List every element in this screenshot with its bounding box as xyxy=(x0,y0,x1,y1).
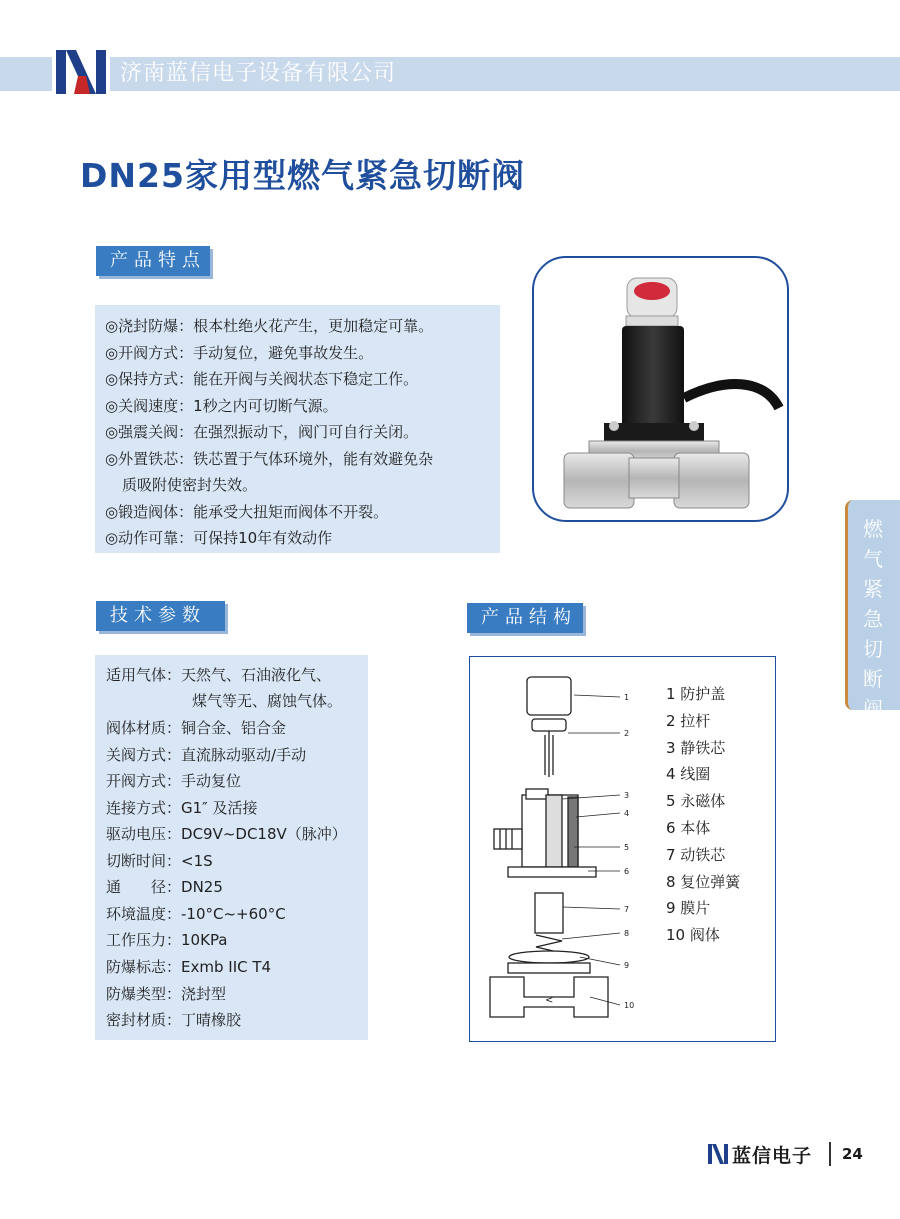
part-cap xyxy=(527,677,571,715)
part-item: 3 静铁芯 xyxy=(666,738,726,757)
spec-row xyxy=(106,771,241,791)
specs-box xyxy=(95,655,368,1040)
spec-key: 适用气体： xyxy=(106,666,182,684)
feature-line: ◎外置铁芯：铁芯置于气体环境外，能有效避免杂 xyxy=(105,449,434,468)
product-photo xyxy=(534,258,787,520)
spec-row xyxy=(106,930,228,950)
spec-row xyxy=(106,877,223,897)
spec-row xyxy=(106,957,271,977)
spec-key: 阀体材质： xyxy=(106,719,182,737)
spec-value: DN25 xyxy=(181,878,223,896)
spec-key: 驱动电压： xyxy=(106,825,182,843)
spec-value: DC9V~DC18V（脉冲） xyxy=(181,825,347,843)
part-item: 10 阀体 xyxy=(666,926,720,945)
spec-value: 铜合金、铝合金 xyxy=(181,719,287,737)
side-category-tab[interactable] xyxy=(845,500,900,721)
spec-row xyxy=(106,824,347,844)
page-number: 24 xyxy=(842,1145,863,1163)
spec-value: 浇封型 xyxy=(181,985,227,1003)
callout-label: 6 xyxy=(624,867,630,876)
spec-row xyxy=(106,904,286,924)
spec-value: 手动复位 xyxy=(181,772,242,790)
product-photo-frame xyxy=(532,256,789,522)
callout-label: 5 xyxy=(624,843,630,852)
spec-row xyxy=(106,745,306,765)
company-name: 济南蓝信电子设备有限公司 xyxy=(120,61,397,86)
spec-key: 防爆标志： xyxy=(106,958,182,976)
spec-key: 环境温度： xyxy=(106,905,182,923)
spec-key: 开阀方式： xyxy=(106,772,182,790)
part-item: 6 本体 xyxy=(666,818,711,837)
part-item: 5 永磁体 xyxy=(666,792,726,811)
footer-brand: 蓝信电子 xyxy=(732,1145,813,1167)
spec-row xyxy=(106,718,286,738)
spec-key: 防爆类型： xyxy=(106,985,182,1003)
parts-list xyxy=(666,681,740,949)
spec-key: 工作压力： xyxy=(106,931,182,949)
specs-label: 技术参数 xyxy=(96,601,225,631)
part-item: 4 线圈 xyxy=(666,765,711,784)
spec-value: 煤气等无、腐蚀气体。 xyxy=(192,692,343,710)
feature-line: ◎强震关阀：在强烈振动下，阀门可自行关闭。 xyxy=(105,423,419,441)
features-label: 产品特点 xyxy=(96,246,210,276)
footer-logo xyxy=(707,1143,729,1165)
title-product: 家用型燃气紧急切断阀 xyxy=(184,156,525,195)
spec-value: G1″ 及活接 xyxy=(181,799,258,817)
callout-label: 4 xyxy=(624,809,630,818)
svg-text:<: < xyxy=(545,995,554,1006)
callout-label: 3 xyxy=(624,791,630,800)
feature-line: ◎动作可靠：可保持10年有效动作 xyxy=(105,529,333,547)
part-item: 9 膜片 xyxy=(666,899,711,918)
spec-value: 丁晴橡胶 xyxy=(181,1011,242,1029)
part-item: 1 防护盖 xyxy=(666,685,726,703)
callout-label: 10 xyxy=(624,1001,635,1010)
feature-line: ◎锻造阀体：能承受大扭矩而阀体不开裂。 xyxy=(105,502,389,521)
spec-key: 通 径： xyxy=(106,878,182,896)
footer-divider xyxy=(829,1142,831,1166)
spec-key: 连接方式： xyxy=(106,799,182,817)
feature-line: ◎保持方式：能在开阀与关阀状态下稳定工作。 xyxy=(105,370,419,388)
part-item: 8 复位弹簧 xyxy=(666,872,741,891)
spec-key: 密封材质： xyxy=(106,1011,182,1029)
spec-value: <1S xyxy=(181,852,213,870)
spec-row xyxy=(192,691,342,711)
company-logo xyxy=(52,46,110,98)
feature-line: ◎浇封防爆：根本杜绝火花产生，更加稳定可靠。 xyxy=(105,317,434,335)
features-box xyxy=(95,305,500,553)
structure-label: 产品结构 xyxy=(467,603,583,633)
callout-label: 2 xyxy=(624,729,630,738)
part-item: 2 拉杆 xyxy=(666,711,711,730)
part-item: 7 动铁芯 xyxy=(666,845,726,864)
feature-line: ◎关阀速度：1秒之内可切断气源。 xyxy=(105,396,338,415)
callout-label: 9 xyxy=(624,961,630,970)
callout-label: 1 xyxy=(624,693,630,702)
spec-value: 天然气、石油液化气、 xyxy=(181,666,332,684)
spec-row xyxy=(106,665,331,685)
spec-row xyxy=(106,798,258,818)
spec-value: 直流脉动驱动/手动 xyxy=(181,746,307,764)
spec-key: 切断时间： xyxy=(106,852,182,870)
feature-line: 质吸附使密封失效。 xyxy=(122,476,258,494)
spec-value: -10°C~+60°C xyxy=(181,905,286,923)
spec-row xyxy=(106,851,213,871)
spec-value: Exmb IIC T4 xyxy=(181,958,272,976)
title-model: DN25 xyxy=(80,156,185,195)
feature-line: ◎开阀方式：手动复位，避免事故发生。 xyxy=(105,343,374,362)
callout-label: 7 xyxy=(624,905,630,914)
spec-row xyxy=(106,984,226,1004)
spec-row xyxy=(106,1010,241,1030)
spec-value: 10KPa xyxy=(181,931,228,949)
spec-key: 关阀方式： xyxy=(106,746,182,764)
page-title xyxy=(80,150,525,197)
callout-label: 8 xyxy=(624,929,630,938)
side-tab-text: 燃 气 紧 急 切 断 阀 xyxy=(863,517,883,721)
